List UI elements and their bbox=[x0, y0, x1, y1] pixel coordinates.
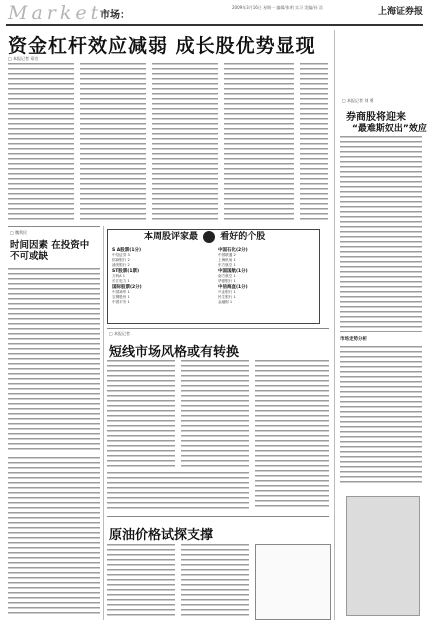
stock-col-head: S A股票(1分) bbox=[112, 248, 142, 253]
stock-line: 中国平安 1 bbox=[112, 300, 130, 304]
stock-picks-box bbox=[107, 229, 320, 324]
right-kicker: □ 本报记者 刘 勇 bbox=[342, 98, 374, 103]
stock-col-left bbox=[112, 247, 209, 305]
stock-col-head: 国际股票(2分) bbox=[112, 285, 142, 290]
stock-line: 东方航空 1 bbox=[218, 263, 236, 267]
right-headline-2: “最难斯奴出”效应 bbox=[352, 124, 427, 134]
sec3-body-3 bbox=[255, 360, 329, 510]
right-headline: 券商股将迎来 bbox=[346, 112, 406, 123]
sec2-headline: 时间因素 在投资中不可或缺 bbox=[10, 240, 90, 262]
stock-col-head: 中信海直(1分) bbox=[218, 285, 248, 290]
stock-picks-title bbox=[144, 229, 265, 243]
left-divider bbox=[103, 226, 104, 620]
column-divider bbox=[334, 30, 335, 620]
sec2-body bbox=[8, 268, 100, 453]
section-title: 市场： bbox=[100, 10, 130, 21]
sec3-headline: 短线市场风格或有转换 bbox=[109, 345, 240, 360]
stock-line: 华夏银行 1 bbox=[218, 279, 236, 283]
section-rule bbox=[107, 328, 329, 329]
lead-body-col-2 bbox=[80, 63, 146, 221]
paper-name: 上海证券报 bbox=[377, 7, 423, 17]
section-rule bbox=[107, 516, 329, 517]
right-photo bbox=[346, 496, 420, 616]
sec3-kicker: □ 本报记者 bbox=[109, 331, 131, 336]
lead-body-col-5 bbox=[300, 63, 328, 221]
stock-line: 中信证券 3 bbox=[112, 253, 130, 257]
stock-col-head: ST股票(1票) bbox=[112, 269, 140, 274]
thumbs-up-icon bbox=[203, 231, 215, 243]
right-body-2 bbox=[340, 346, 422, 486]
sec2-body-2 bbox=[8, 457, 100, 617]
box-title-text: 本周股评家最 bbox=[144, 232, 199, 242]
advertisement bbox=[255, 544, 331, 620]
stock-line: 万科A 1 bbox=[112, 274, 126, 278]
sec3-body-4 bbox=[107, 472, 249, 510]
stock-line: 中国联通 2 bbox=[218, 253, 236, 257]
lead-byline: □ 本报记者 章宣 bbox=[8, 56, 39, 61]
lead-body-col-3 bbox=[152, 63, 218, 221]
sec4-body-1 bbox=[107, 544, 175, 618]
section-rule bbox=[8, 226, 100, 227]
sec3-body-2 bbox=[181, 360, 249, 468]
masthead-word: Market bbox=[8, 2, 103, 24]
issue-meta: 2009年3月16日 星期一 编辑/张明 实习 美编/孙 浩 bbox=[232, 5, 323, 10]
sec2-kicker: □ 魏利民 bbox=[10, 230, 28, 235]
lead-headline: 资金杠杆效应减弱 成长股优势显现 bbox=[8, 35, 316, 57]
stock-line: 南方航空 1 bbox=[218, 274, 236, 278]
stock-col-head: 中国国航(1分) bbox=[218, 269, 248, 274]
stock-line: 民生银行 1 bbox=[218, 295, 236, 299]
box-title-text-2: 看好的个股 bbox=[220, 232, 266, 242]
stock-line: 长江电力 1 bbox=[112, 279, 130, 283]
sec4-body-2 bbox=[181, 544, 249, 618]
lead-body-col-1 bbox=[8, 63, 74, 221]
lead-body-col-4 bbox=[224, 63, 294, 221]
stock-col-right bbox=[218, 247, 315, 305]
sec4-headline: 原油价格试探支撑 bbox=[109, 528, 214, 543]
masthead bbox=[6, 2, 423, 26]
stock-line: 浦发银行 2 bbox=[112, 263, 130, 267]
stock-line: 上海机场 1 bbox=[218, 258, 236, 262]
sec3-body-1 bbox=[107, 360, 175, 468]
right-body-1 bbox=[340, 136, 422, 332]
stock-line: 中国神华 1 bbox=[112, 290, 130, 294]
stock-line: 招商银行 2 bbox=[112, 258, 130, 262]
stock-col-head: 中国石化(2分) bbox=[218, 248, 248, 253]
stock-line: 金融街 1 bbox=[218, 300, 233, 304]
stock-line: 宝钢股份 1 bbox=[112, 295, 130, 299]
right-subhead: 市场走势分析 bbox=[340, 337, 367, 342]
stock-line: 兴业银行 1 bbox=[218, 290, 236, 294]
